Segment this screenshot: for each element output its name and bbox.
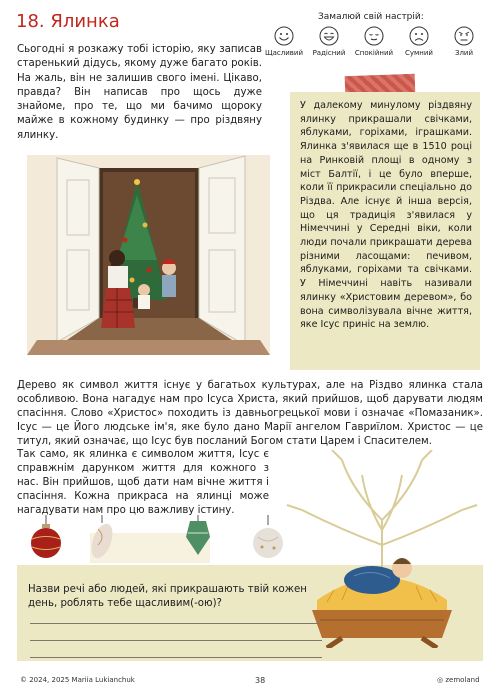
mood-face-joyful[interactable] — [307, 26, 351, 57]
answer-line-3[interactable] — [30, 657, 322, 658]
history-note: У далекому минулому різдвяну ялинку прикрашали свічками, яблуками, горіхами, іграшками. Ялинка з'явилася ще в 1510 році на Ринковій площі в одному з міст Балтії, і це було вперше, коли її прикрасили спеціально до Різдва. Але існує й інша версія, що ця традиція з'явилася у Німеччині у Середні віки, коли люди почали прикрашати дерева різними ласощами: печивом, яблуками, горіхами та свічками. У Німеччині навіть називали ялинку «Христовим деревом», бо вона символізувала вічне життя, яке Ісус приніс на землю. — [300, 100, 472, 331]
page-number: 38 — [255, 676, 266, 685]
ornaments-illustration — [20, 515, 290, 570]
mood-face-happy[interactable] — [262, 26, 306, 57]
answer-line-2[interactable] — [30, 640, 322, 641]
joyful-face-icon — [319, 26, 339, 46]
mood-label: Радісний — [312, 49, 346, 57]
mood-label: Щасливий — [264, 49, 304, 57]
angry-face-icon — [454, 26, 474, 46]
page-title: 18. Ялинка — [16, 11, 120, 32]
mood-label: Спокійний — [354, 49, 394, 57]
question-prompt: Назви речі або людей, які прикрашають твій кожен день, роблять тебе щасливим(-ою)? — [28, 584, 307, 609]
happy-face-icon — [274, 26, 294, 46]
intro-paragraph: Сьогодні я розкажу тобі історію, яку записав старенький дідусь, якому дуже багато років. На жаль, він не залишив свого імені. Цікаво, правда? Він написав про щось дуже знайоме, про те, що ми бачимо щороку майже в кожному будинку — про різдвяну ялинку. — [17, 44, 262, 141]
christmas-tree-door-illustration — [17, 150, 280, 368]
mood-label: Злий — [454, 49, 474, 57]
brand-footer — [437, 676, 480, 684]
mood-face-sad[interactable] — [397, 26, 441, 57]
mood-label: Сумний — [405, 49, 433, 57]
mood-face-angry[interactable] — [442, 26, 486, 57]
mood-prompt: Замалюй свій настрій: — [318, 12, 424, 22]
answer-line-1[interactable] — [30, 623, 322, 624]
body-paragraph-gift-of-life: Так само, як ялинка є символом життя, Ісус є справжнім дарунком життя для кожного з нас. Він прийшов, щоб дати нам вічне життя і спасіння. Кожна прикраса на ялинці може нагадувати нам про цю важливу істину. — [17, 449, 269, 516]
brand-name: zemoland — [445, 676, 480, 684]
sad-face-icon — [409, 26, 429, 46]
brand-icon: ◎ — [437, 676, 444, 684]
mood-face-calm[interactable] — [352, 26, 396, 57]
manger-illustration — [282, 450, 482, 648]
mood-faces — [262, 26, 486, 57]
body-paragraph-tree-symbol: Дерево як символ життя існує у багатьох культурах, але на Різдво ялинка стала особливою. Вона нагадує нам про Ісуса Христа, який прийшов, щоб дарувати людям спасіння. Слово «Христос» походить із давньогрецької мови і означає «Помазаник». Ісус — це Його людське ім'я, яке було дано Марії ангелом Гавриїлом. Христос — це титул, який означає, що Ісус був посланий Богом стати Царем і Спасителем. — [17, 380, 483, 447]
calm-face-icon — [364, 26, 384, 46]
copyright: © 2024, 2025 Mariia Lukianchuk — [20, 676, 135, 684]
